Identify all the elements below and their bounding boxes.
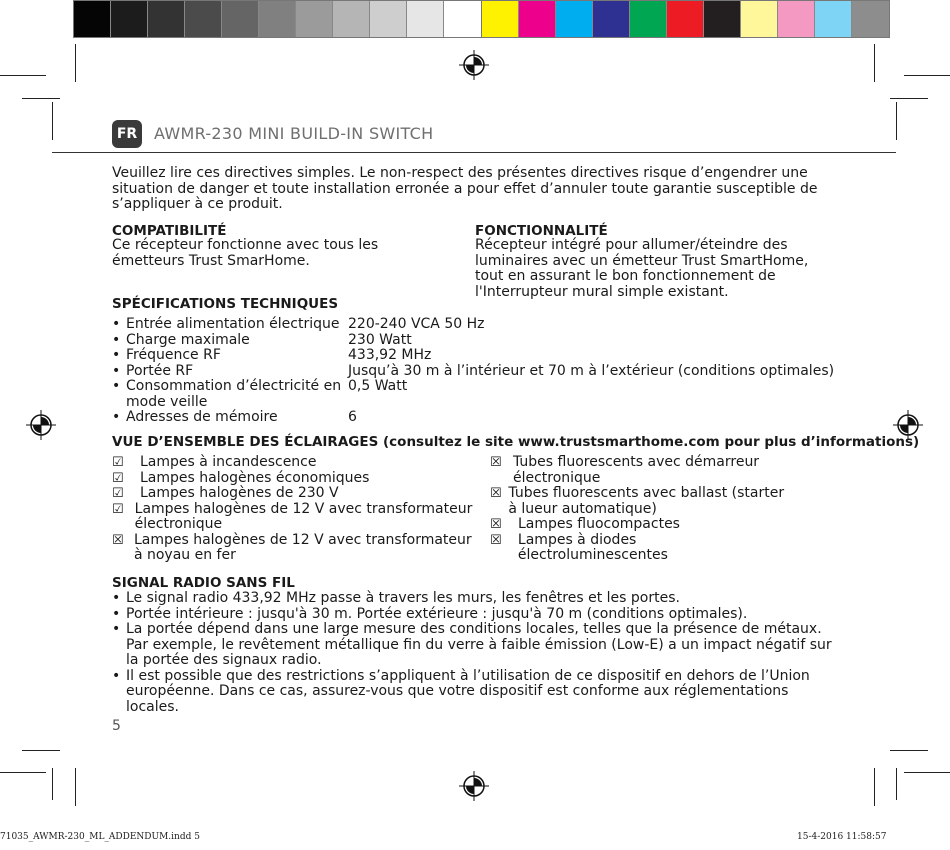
color-swatch	[593, 1, 630, 37]
signal-text: Il est possible que des restrictions s’appliquent à l’utilisation de ce dispositif en dehors de l’Union européenne. Dans ce cas, assurez-vous que votre dispositif est conforme aux réglementations locales.	[126, 667, 810, 715]
spec-label: Consommation d’électricité en mode veille	[126, 378, 342, 410]
crop-mark	[890, 98, 928, 99]
lighting-list-right	[490, 455, 790, 564]
lighting-item	[490, 455, 790, 486]
checked-box-icon: ☑	[112, 486, 124, 501]
spec-label: Entrée alimentation électrique	[126, 316, 340, 332]
spec-item	[112, 410, 842, 426]
crop-mark	[896, 102, 897, 140]
signal-item	[112, 591, 842, 607]
crossed-box-icon: ☒	[490, 532, 502, 548]
crop-mark	[874, 44, 875, 82]
compatibility-heading: COMPATIBILITÉ	[112, 223, 227, 239]
color-swatch	[148, 1, 185, 37]
spec-value: 6	[348, 409, 357, 425]
crop-mark	[22, 750, 60, 751]
signal-item	[112, 622, 842, 669]
crop-mark	[0, 772, 46, 773]
crossed-box-icon: ☒	[112, 532, 124, 548]
color-swatch	[852, 1, 889, 37]
crop-mark	[75, 44, 76, 82]
checked-box-icon: ☑	[112, 470, 124, 486]
bullet: •	[112, 621, 121, 637]
color-swatch	[815, 1, 852, 37]
language-badge: FR	[112, 120, 142, 148]
bullet: •	[112, 667, 121, 684]
lighting-item	[112, 455, 482, 471]
color-swatch	[407, 1, 444, 37]
bullet: •	[112, 316, 121, 332]
spec-label: Portée RF	[126, 362, 194, 379]
process-color-bar	[481, 0, 890, 38]
spec-value: Jusqu’à 30 m à l’intérieur et 70 m à l’extérieur (conditions optimales)	[348, 362, 835, 379]
lighting-list-left	[112, 455, 482, 564]
crosshair-registration-icon	[26, 410, 56, 440]
lighting-heading: VUE D’ENSEMBLE DES ÉCLAIRAGES (consultez le site www.trustsmarthome.com pour plus d’informations)	[112, 434, 920, 450]
lighting-label: Tubes fluorescents avec démarreur électronique	[512, 454, 760, 486]
spec-label: Adresses de mémoire	[126, 409, 278, 425]
checked-box-icon: ☑	[112, 455, 124, 470]
crossed-box-icon: ☒	[490, 486, 502, 501]
spec-value: 230 Watt	[348, 331, 412, 348]
crossed-box-icon: ☒	[490, 455, 502, 470]
lighting-item	[112, 486, 482, 502]
spec-item	[112, 364, 842, 380]
functionality-text: Récepteur intégré pour allumer/éteindre des luminaires avec un émetteur Trust SmartHome, tout en assurant le bon fonctionnement de l'Interrupteur mural simple existant.	[475, 237, 809, 300]
color-swatch	[296, 1, 333, 37]
crop-mark	[896, 768, 897, 800]
checked-box-icon: ☑	[112, 501, 124, 517]
color-swatch	[519, 1, 556, 37]
intro-paragraph: Veuillez lire ces directives simples. Le non-respect des présentes directives risque d’engendrer une situation de danger et toute installation erronée a pour effet d’annuler toute garantie susceptible de s’appliquer à ce produit.	[112, 165, 818, 212]
file-slug: 71035_AWMR-230_ML_ADDENDUM.indd 5	[0, 832, 200, 842]
signal-text: La portée dépend dans une large mesure des conditions locales, telles que la présence de métaux. Par exemple, le revêtement métallique fin du verre à faible émission (Low-E) a un impact négatif sur la portée des signaux radio.	[126, 621, 832, 668]
spec-value: 0,5 Watt	[348, 378, 408, 394]
header-divider	[52, 152, 896, 153]
color-swatch	[370, 1, 407, 37]
lighting-item	[490, 517, 790, 533]
crop-mark	[890, 750, 928, 751]
crop-mark	[22, 98, 60, 99]
crosshair-registration-icon	[459, 771, 489, 801]
bullet: •	[112, 409, 121, 425]
bullet: •	[112, 362, 121, 379]
lighting-item	[490, 533, 790, 564]
crop-mark	[904, 772, 950, 773]
color-swatch	[259, 1, 296, 37]
color-swatch	[333, 1, 370, 37]
spec-value: 220-240 VCA 50 Hz	[348, 316, 485, 332]
lighting-label: Lampes halogènes économiques	[140, 469, 370, 486]
page-number: 5	[112, 718, 121, 734]
color-swatch	[630, 1, 667, 37]
spec-item	[112, 317, 842, 333]
color-swatch	[111, 1, 148, 37]
lighting-label: Lampes à diodes électroluminescentes	[517, 531, 668, 563]
spec-label: Charge maximale	[126, 331, 250, 348]
lighting-item	[112, 471, 482, 487]
grayscale-color-bar	[73, 0, 482, 38]
crop-mark	[52, 102, 53, 140]
bullet: •	[112, 590, 121, 606]
lighting-label: Lampes halogènes de 230 V	[140, 485, 339, 501]
spec-item	[112, 333, 842, 349]
functionality-heading: FONCTIONNALITÉ	[475, 223, 608, 239]
crossed-box-icon: ☒	[490, 517, 502, 532]
lighting-label: Tubes fluorescents avec ballast (starter à lueur automatique)	[508, 485, 785, 517]
document-title: AWMR-230 MINI BUILD-IN SWITCH	[154, 124, 434, 143]
color-swatch	[704, 1, 741, 37]
color-swatch	[556, 1, 593, 37]
crop-mark	[874, 768, 875, 806]
specs-list	[112, 317, 842, 426]
lighting-label: Lampes halogènes de 12 V avec transformateur à noyau en fer	[133, 531, 472, 563]
color-swatch	[482, 1, 519, 37]
signal-text: Portée intérieure : jusqu'à 30 m. Portée extérieure : jusqu'à 70 m (conditions optimales).	[126, 605, 748, 622]
crop-mark	[904, 75, 950, 76]
bullet: •	[112, 605, 121, 622]
lighting-item	[112, 533, 482, 564]
spec-item	[112, 348, 842, 364]
radio-signal-list	[112, 591, 842, 715]
signal-text: Le signal radio 433,92 MHz passe à travers les murs, les fenêtres et les portes.	[126, 590, 680, 606]
lighting-item	[112, 502, 482, 533]
lighting-item	[490, 486, 790, 517]
color-swatch	[741, 1, 778, 37]
lighting-label: Lampes fluocompactes	[518, 516, 680, 532]
color-swatch	[444, 1, 481, 37]
lighting-label: Lampes halogènes de 12 V avec transformateur électronique	[134, 500, 473, 532]
spec-item	[112, 379, 842, 410]
color-swatch	[667, 1, 704, 37]
lighting-label: Lampes à incandescence	[140, 454, 317, 470]
color-swatch	[74, 1, 111, 37]
bullet: •	[112, 347, 121, 363]
signal-item	[112, 669, 842, 716]
specs-heading: SPÉCIFICATIONS TECHNIQUES	[112, 296, 339, 312]
crop-mark	[75, 768, 76, 806]
crosshair-registration-icon	[459, 50, 489, 80]
bullet: •	[112, 331, 121, 348]
crop-mark	[52, 768, 53, 800]
print-timestamp: 15-4-2016 11:58:57	[797, 832, 887, 842]
spec-label: Fréquence RF	[126, 347, 221, 363]
signal-item	[112, 607, 842, 623]
radio-signal-heading: SIGNAL RADIO SANS FIL	[112, 575, 295, 591]
color-swatch	[185, 1, 222, 37]
compatibility-text: Ce récepteur fonctionne avec tous les émetteurs Trust SmarHome.	[112, 237, 379, 269]
color-swatch	[222, 1, 259, 37]
bullet: •	[112, 378, 121, 394]
color-swatch	[778, 1, 815, 37]
spec-value: 433,92 MHz	[348, 347, 432, 363]
crop-mark	[0, 75, 46, 76]
